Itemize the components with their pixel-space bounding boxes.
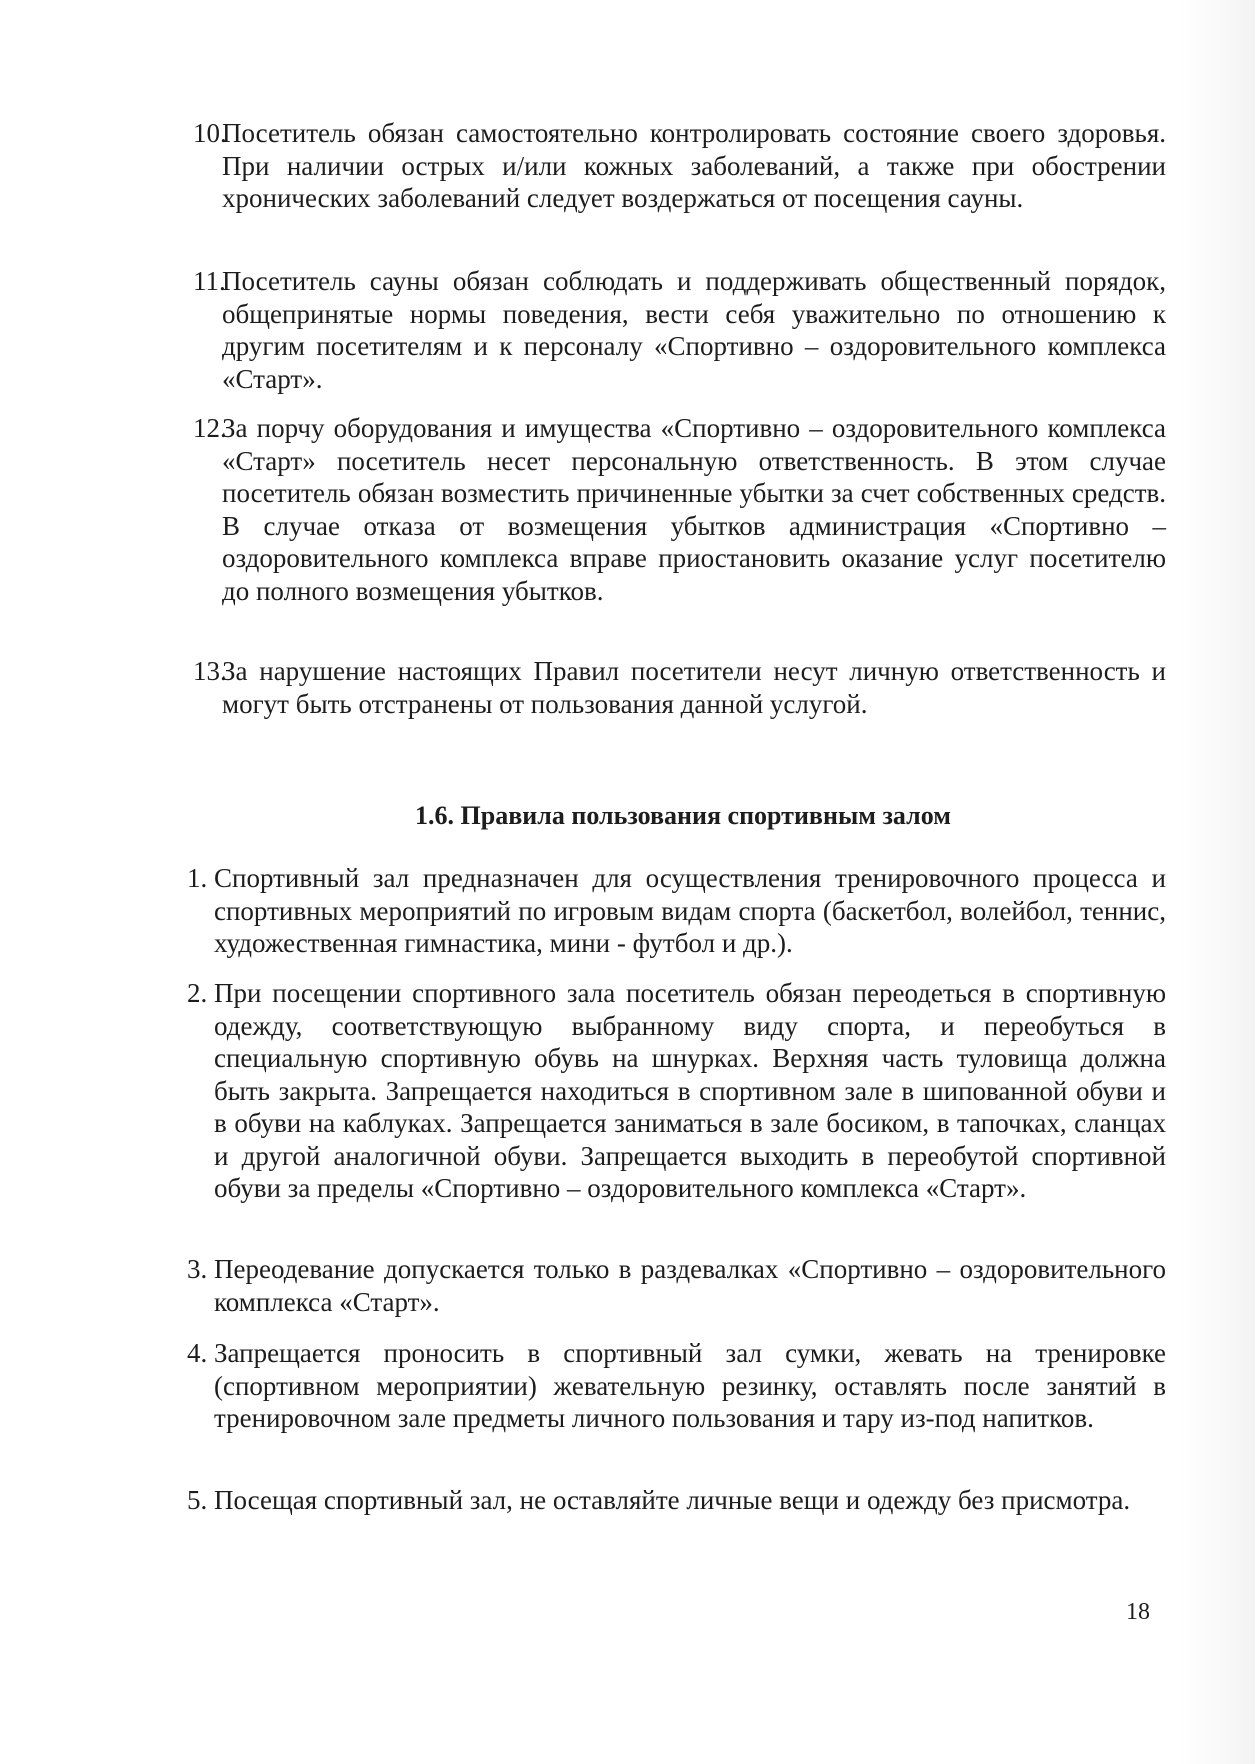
list-item-number: 5. (187, 1485, 208, 1515)
list-item-11 (193, 265, 1166, 395)
list-item-5 (187, 1484, 1166, 1517)
list-item-4 (187, 1337, 1166, 1435)
list-item-text: Спортивный зал предназначен для осуществления тренировочного процесса и спортивных мероприятий по игровым видам спорта (баскетбол, волейбол, теннис, художественная гимнастика, мини - футбол и др.). (214, 863, 1166, 958)
list-item-text: За порчу оборудования и имущества «Спортивно – оздоровительного комплекса «Старт» посетитель несет персональную ответственность. В этом случае посетитель обязан возместить причиненные убытки за счет собственных средств. В случае отказа от возмещения убытков администрация «Спортивно – оздоровительного комплекса вправе приостановить оказание услуг посетителю до полного возмещения убытков. (222, 413, 1166, 606)
list-item-text: Запрещается проносить в спортивный зал сумки, жевать на тренировке (спортивном мероприятии) жевательную резинку, оставлять после занятий в тренировочном зале предметы личного пользования и тару из-под напитков. (214, 1338, 1166, 1433)
list-item-number: 3. (187, 1254, 208, 1284)
scan-edge-shadow (1175, 0, 1255, 1764)
list-item-12 (193, 412, 1166, 607)
list-item-2 (187, 977, 1166, 1205)
list-item-13 (193, 655, 1166, 720)
section-heading: 1.6. Правила пользования спортивным залом (415, 801, 951, 830)
list-item-number: 13. (193, 656, 227, 686)
list-item-text: Переодевание допускается только в раздевалках «Спортивно – оздоровительного комплекса «Старт». (214, 1254, 1166, 1317)
list-item-3 (187, 1253, 1166, 1318)
list-item-text: При посещении спортивного зала посетитель обязан переодеться в спортивную одежду, соответствующую выбранному виду спорта, и переобуться в специальную спортивную обувь на шнурках. Верхняя часть туловища должна быть закрыта. Запрещается находиться в спортивном зале в шипованной обуви и в обуви на каблуках. Запрещается заниматься в зале босиком, в тапочках, сланцах и другой аналогичной обуви. Запрещается выходить в переобутой спортивной обуви за пределы «Спортивно – оздоровительного комплекса «Старт». (214, 978, 1166, 1203)
list-item-number: 11. (193, 266, 226, 296)
list-item-text: Посетитель обязан самостоятельно контролировать состояние своего здоровья. При наличии острых и/или кожных заболеваний, а также при обострении хронических заболеваний следует воздержаться от посещения сауны. (222, 118, 1166, 213)
list-item-10 (193, 117, 1166, 215)
page-number: 18 (1126, 1599, 1150, 1625)
list-item-number: 4. (187, 1338, 208, 1368)
list-item-text: Посетитель сауны обязан соблюдать и поддерживать общественный порядок, общепринятые нормы поведения, вести себя уважительно по отношению к другим посетителям и к персоналу «Спортивно – оздоровительного комплекса «Старт». (222, 266, 1166, 394)
list-item-text: Посещая спортивный зал, не оставляйте личные вещи и одежду без присмотра. (214, 1485, 1131, 1515)
list-item-number: 12. (193, 413, 227, 443)
list-item-number: 2. (187, 978, 208, 1008)
list-item-number: 1. (187, 863, 208, 893)
list-item-number: 10. (193, 118, 227, 148)
list-item-1 (187, 862, 1166, 960)
list-item-text: За нарушение настоящих Правил посетители несут личную ответственность и могут быть отстранены от пользования данной услугой. (222, 656, 1166, 719)
